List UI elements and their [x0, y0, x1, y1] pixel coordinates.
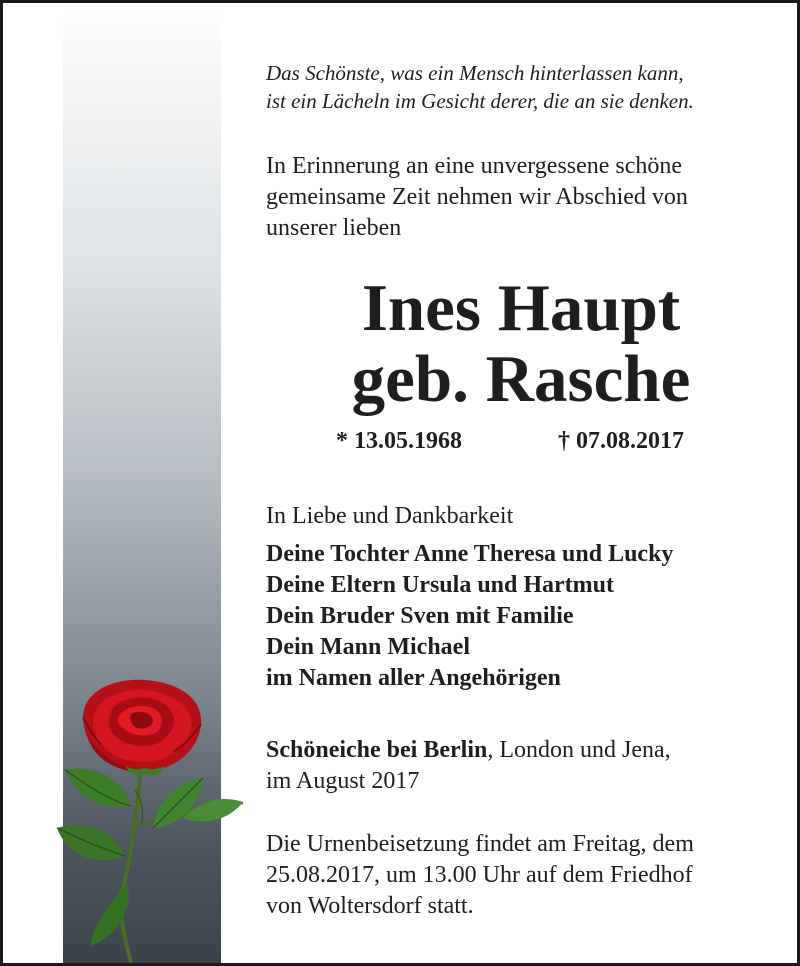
place-line	[266, 735, 776, 766]
funeral-line: von Woltersdorf statt.	[266, 893, 474, 919]
intro-line: In Erinnerung an eine unvergessene schöne	[266, 153, 683, 179]
intro-line: unserer lieben	[266, 215, 402, 241]
quote-line: ist ein Lächeln im Gesicht derer, die an sie denken.	[266, 89, 694, 113]
mourner-line: Deine Eltern Ursula und Hartmut	[266, 572, 614, 598]
intro-paragraph	[266, 151, 776, 244]
place-and-date	[266, 735, 776, 797]
mourner-line: Dein Bruder Sven mit Familie	[266, 603, 574, 629]
deceased-maiden-name: geb. Rasche	[351, 342, 691, 416]
intro-line: gemeinsame Zeit nehmen wir Abschied von	[266, 184, 688, 210]
place-town: Schöneiche bei Berlin	[266, 737, 488, 763]
mourner-line: im Namen aller Angehörigen	[266, 665, 561, 691]
death-date: † 07.08.2017	[558, 428, 684, 454]
mourners-list	[266, 539, 776, 694]
funeral-notice	[266, 829, 776, 922]
gratitude-line: In Liebe und Dankbarkeit	[266, 503, 514, 529]
birth-date: * 13.05.1968	[336, 428, 462, 454]
deceased-name-block	[266, 273, 776, 415]
funeral-line: Die Urnenbeisetzung findet am Freitag, dem	[266, 831, 694, 857]
quote-line: Das Schönste, was ein Mensch hinterlassen kann,	[266, 61, 684, 85]
notice-date: im August 2017	[266, 768, 420, 794]
mourner-line: Deine Tochter Anne Theresa und Lucky	[266, 541, 674, 567]
deceased-name: Ines Haupt	[361, 271, 681, 345]
memorial-quote	[266, 59, 776, 115]
funeral-line: 25.08.2017, um 13.00 Uhr auf dem Friedhof	[266, 862, 693, 888]
red-rose-icon	[53, 678, 248, 963]
place-others: , London und Jena,	[487, 737, 671, 763]
mourner-line: Dein Mann Michael	[266, 634, 470, 660]
